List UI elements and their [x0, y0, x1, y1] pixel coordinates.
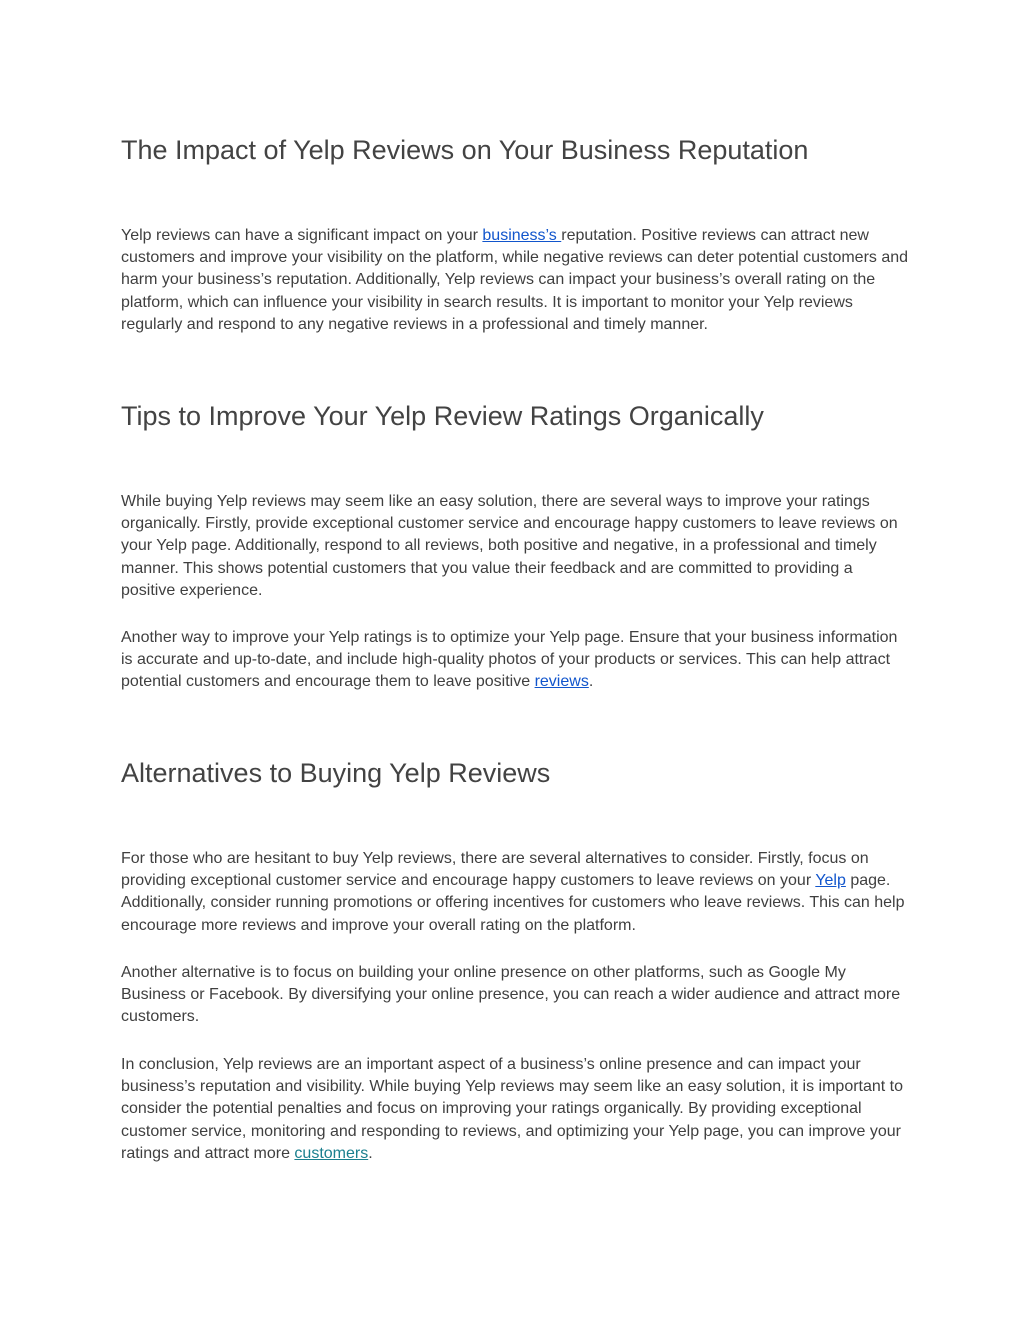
paragraph-text: Yelp reviews can have a significant impact on your — [121, 227, 483, 244]
paragraph-text: . — [588, 673, 594, 691]
heading-tips-to-improve: Tips to Improve Your Yelp Review Ratings Organically — [121, 401, 764, 431]
paragraph-impact — [121, 225, 911, 336]
reviews-link[interactable]: reviews — [534, 673, 589, 691]
paragraph-online-presence: Another alternative is to focus on building your online presence on other platforms, such as Google My Business or Facebook. By diversifying your online presence, you can reach a wider audience and attract more customers. — [121, 964, 901, 1026]
paragraph-conclusion — [121, 1054, 911, 1165]
paragraph-text: page. Additionally, consider running promotions or offering incentives for customers who leave reviews. This can help encourage more reviews and improve your overall rating on the platform. — [121, 872, 905, 934]
heading-alternatives: Alternatives to Buying Yelp Reviews — [121, 758, 551, 788]
businesss-link[interactable]: business’s — [482, 227, 562, 244]
paragraph-text: . — [368, 1144, 373, 1162]
yelp-link[interactable]: Yelp — [815, 872, 846, 890]
paragraph-text: reputation. Positive reviews can attract new customers and improve your visibility on the platform, while negative reviews can deter potential customers and harm your business’s reputation. Additionally, Yelp reviews can impact your business’s overall rating on the platform, which can influence your visibility in search results. It is important to monitor your Yelp reviews regularly and respond to any negative reviews in a professional and timely manner. — [121, 227, 909, 333]
customers-link[interactable]: customers — [294, 1144, 369, 1162]
paragraph-text: In conclusion, Yelp reviews are an important aspect of a business’s online presence and can impact your business’s reputation and visibility. While buying Yelp reviews may seem like an easy solution, it is important to consider the potential penalties and focus on improving your ratings organically. By providing exceptional customer service, monitoring and responding to reviews, and optimizing your Yelp page, you can improve your ratings and attract more — [121, 1056, 904, 1162]
paragraph-optimize-page — [121, 627, 911, 694]
paragraph-text: Another way to improve your Yelp ratings is to optimize your Yelp page. Ensure that your business information is accurate and up-to-date, and include high-quality photos of your products or services. This can help attract potential customers and encourage them to leave positive — [121, 629, 898, 691]
paragraph-text: For those who are hesitant to buy Yelp reviews, there are several alternatives to consider. Firstly, focus on providing exceptional customer service and encourage happy customers to leave reviews on your — [121, 850, 869, 890]
heading-impact-of-yelp-reviews: The Impact of Yelp Reviews on Your Business Reputation — [121, 135, 809, 165]
paragraph-tips-organic: While buying Yelp reviews may seem like an easy solution, there are several ways to improve your ratings organically. Firstly, provide exceptional customer service and encourage happy customers to leave reviews on your Yelp page. Additionally, respond to all reviews, both positive and negative, in a professional and timely manner. This shows potential customers that you value their feedback and are committed to providing a positive experience. — [121, 493, 898, 599]
paragraph-alternatives — [121, 848, 911, 937]
